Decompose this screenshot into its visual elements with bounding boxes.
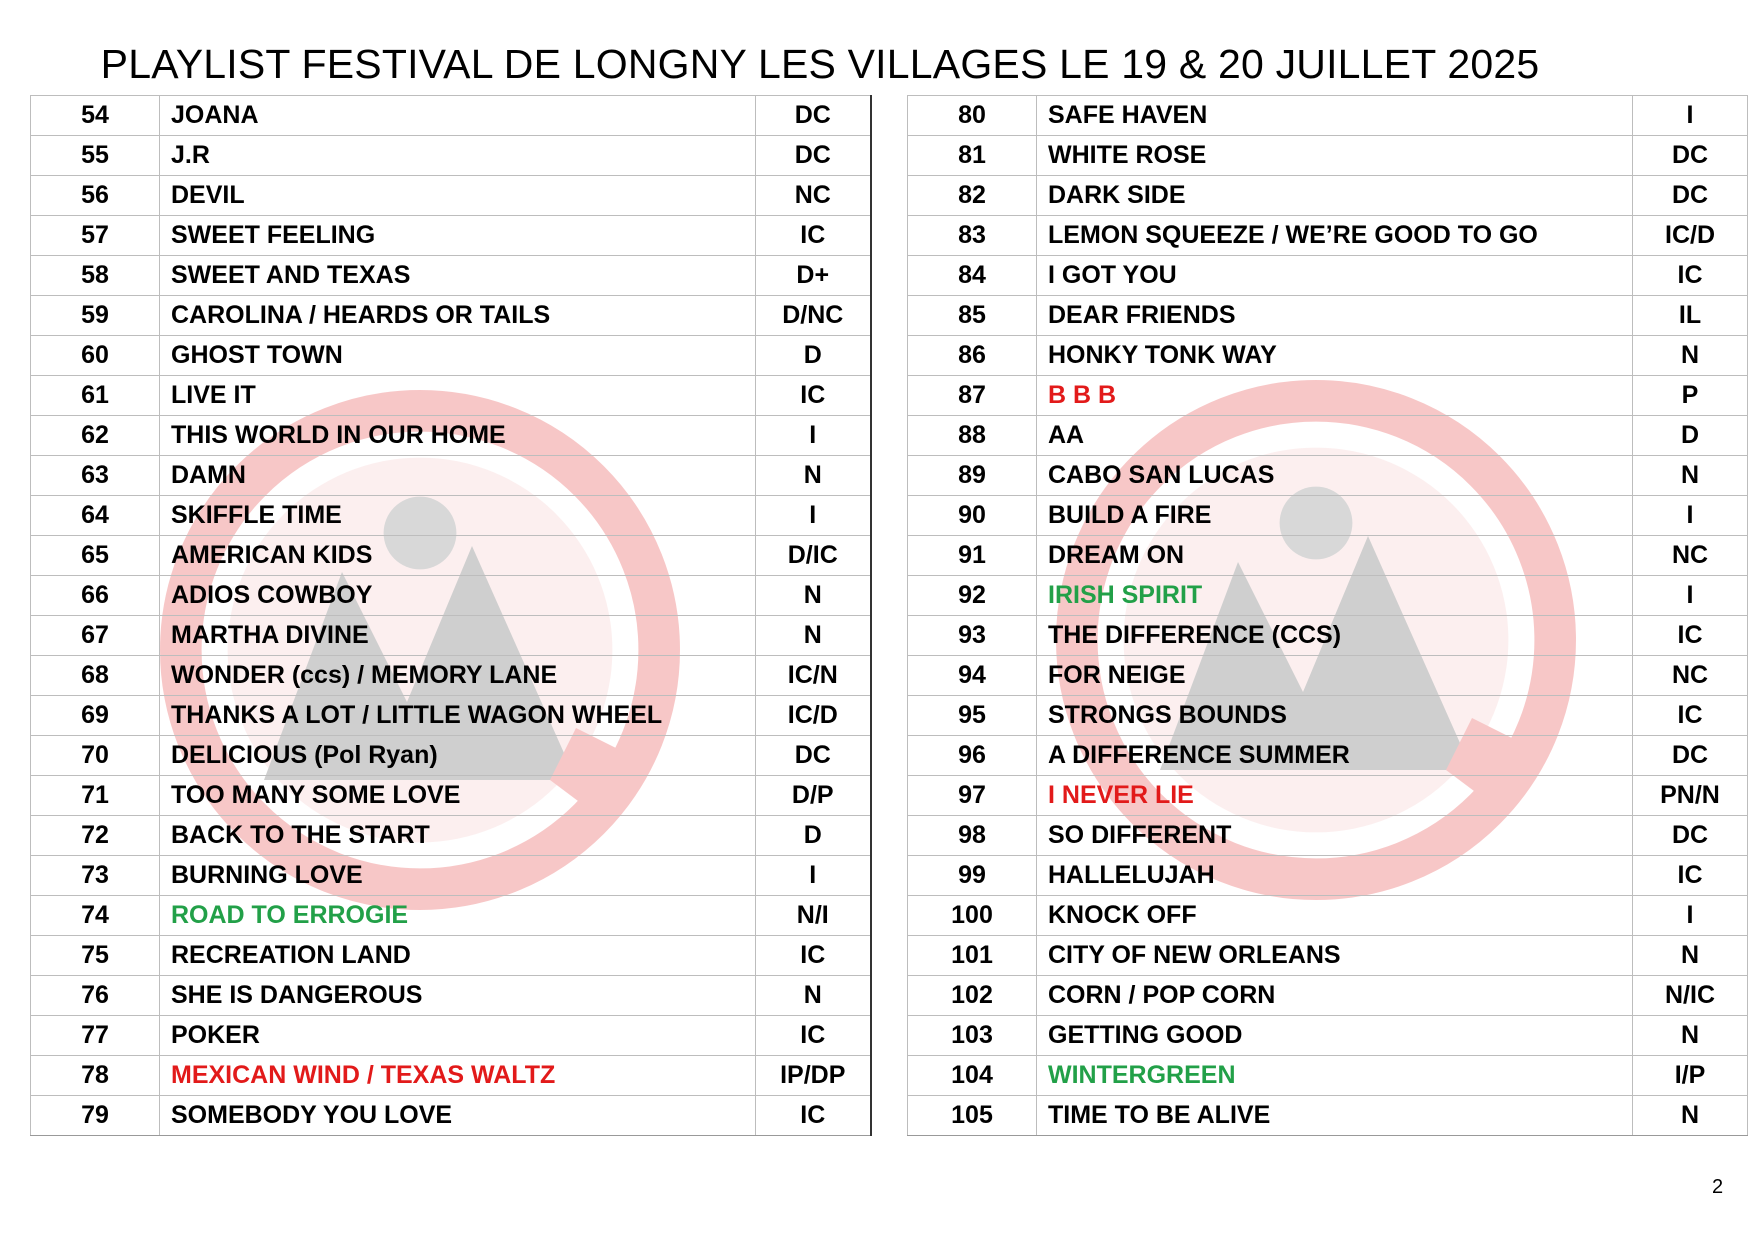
table-row [908,936,1748,976]
table-row [31,1096,871,1136]
dance-code: N [756,616,871,656]
song-number: 96 [908,736,1037,776]
song-number: 80 [908,96,1037,136]
song-number: 65 [31,536,160,576]
song-title: BACK TO THE START [160,816,756,856]
page-title: PLAYLIST FESTIVAL DE LONGNY LES VILLAGES LE 19 & 20 JUILLET 2025 [100,41,1540,88]
dance-code: IC [1633,856,1748,896]
song-number: 77 [31,1016,160,1056]
song-title: SWEET FEELING [160,216,756,256]
table-row [908,456,1748,496]
dance-code: DC [756,136,871,176]
dance-code: N [756,576,871,616]
dance-code: I [1633,896,1748,936]
dance-code: DC [756,96,871,136]
song-number: 55 [31,136,160,176]
page-number: 2 [1712,1176,1724,1198]
table-row [31,936,871,976]
table-row [31,176,871,216]
dance-code: I [1633,496,1748,536]
song-title: WONDER (ccs) / MEMORY LANE [160,656,756,696]
song-title: DREAM ON [1037,536,1633,576]
playlist-table-right [907,95,1748,1136]
table-row [908,416,1748,456]
dance-code: NC [1633,536,1748,576]
dance-code: N/IC [1633,976,1748,1016]
song-title: HALLELUJAH [1037,856,1633,896]
dance-code: PN/N [1633,776,1748,816]
table-row [908,216,1748,256]
table-row [908,896,1748,936]
song-title: DELICIOUS (Pol Ryan) [160,736,756,776]
dance-code: N/I [756,896,871,936]
song-title: CITY OF NEW ORLEANS [1037,936,1633,976]
table-row [31,696,871,736]
song-title: ADIOS COWBOY [160,576,756,616]
song-number: 68 [31,656,160,696]
song-number: 81 [908,136,1037,176]
table-row [908,496,1748,536]
song-number: 79 [31,1096,160,1136]
playlist-table-left [30,95,872,1136]
dance-code: D/NC [756,296,871,336]
table-row [31,376,871,416]
dance-code: N [1633,1096,1748,1136]
table-row [908,1016,1748,1056]
song-title: WINTERGREEN [1037,1056,1633,1096]
table-row [31,416,871,456]
song-number: 93 [908,616,1037,656]
dance-code: D/P [756,776,871,816]
song-number: 100 [908,896,1037,936]
dance-code: IC [756,1096,871,1136]
dance-code: N [756,456,871,496]
table-row [31,736,871,776]
dance-code: IC/N [756,656,871,696]
dance-code: IC/D [756,696,871,736]
song-number: 94 [908,656,1037,696]
song-title: SKIFFLE TIME [160,496,756,536]
dance-code: IC/D [1633,216,1748,256]
dance-code: DC [1633,176,1748,216]
song-number: 63 [31,456,160,496]
dance-code: D [756,816,871,856]
song-number: 103 [908,1016,1037,1056]
dance-code: DC [756,736,871,776]
dance-code: DC [1633,136,1748,176]
song-number: 66 [31,576,160,616]
table-row [908,96,1748,136]
song-number: 104 [908,1056,1037,1096]
song-title: SWEET AND TEXAS [160,256,756,296]
dance-code: IC [756,216,871,256]
song-title: I NEVER LIE [1037,776,1633,816]
song-title: FOR NEIGE [1037,656,1633,696]
song-number: 98 [908,816,1037,856]
table-row [31,496,871,536]
dance-code: P [1633,376,1748,416]
dance-code: N [1633,936,1748,976]
table-row [31,456,871,496]
table-row [908,776,1748,816]
song-title: DEAR FRIENDS [1037,296,1633,336]
song-title: CORN / POP CORN [1037,976,1633,1016]
dance-code: I [756,416,871,456]
song-number: 87 [908,376,1037,416]
song-number: 85 [908,296,1037,336]
song-number: 86 [908,336,1037,376]
song-title: DEVIL [160,176,756,216]
song-number: 101 [908,936,1037,976]
dance-code: IC [756,936,871,976]
song-number: 64 [31,496,160,536]
table-row [31,216,871,256]
dance-code: I [756,856,871,896]
table-row [908,696,1748,736]
song-title: AA [1037,416,1633,456]
song-number: 75 [31,936,160,976]
table-row [31,616,871,656]
table-row [31,896,871,936]
dance-code: N [1633,1016,1748,1056]
song-title: JOANA [160,96,756,136]
dance-code: IC [1633,696,1748,736]
table-row [908,816,1748,856]
table-row [908,656,1748,696]
table-row [908,256,1748,296]
song-title: MARTHA DIVINE [160,616,756,656]
song-title: CABO SAN LUCAS [1037,456,1633,496]
song-number: 83 [908,216,1037,256]
table-row [908,536,1748,576]
song-title: SAFE HAVEN [1037,96,1633,136]
dance-code: IC [1633,616,1748,656]
song-title: SO DIFFERENT [1037,816,1633,856]
song-number: 71 [31,776,160,816]
song-title: TOO MANY SOME LOVE [160,776,756,816]
dance-code: DC [1633,736,1748,776]
song-title: WHITE ROSE [1037,136,1633,176]
song-number: 74 [31,896,160,936]
dance-code: I/P [1633,1056,1748,1096]
dance-code: I [1633,96,1748,136]
song-title: BUILD A FIRE [1037,496,1633,536]
dance-code: IC [756,376,871,416]
table-row [31,656,871,696]
table-row [908,1096,1748,1136]
dance-code: NC [1633,656,1748,696]
table-row [908,136,1748,176]
table-row [31,96,871,136]
table-row [908,176,1748,216]
song-number: 97 [908,776,1037,816]
table-row [31,136,871,176]
song-title: LIVE IT [160,376,756,416]
table-row [31,1056,871,1096]
table-row [908,296,1748,336]
song-number: 102 [908,976,1037,1016]
song-number: 54 [31,96,160,136]
table-row [908,736,1748,776]
song-number: 69 [31,696,160,736]
song-title: CAROLINA / HEARDS OR TAILS [160,296,756,336]
song-title: KNOCK OFF [1037,896,1633,936]
table-row [908,1056,1748,1096]
table-row [908,376,1748,416]
dance-code: D [1633,416,1748,456]
song-title: MEXICAN WIND / TEXAS WALTZ [160,1056,756,1096]
table-row [31,536,871,576]
dance-code: N [1633,456,1748,496]
table-row [31,296,871,336]
song-title: TIME TO BE ALIVE [1037,1096,1633,1136]
song-title: POKER [160,1016,756,1056]
song-number: 56 [31,176,160,216]
song-number: 90 [908,496,1037,536]
table-row [908,336,1748,376]
table-row [31,336,871,376]
song-title: LEMON SQUEEZE / WE’RE GOOD TO GO [1037,216,1633,256]
table-row [31,1016,871,1056]
dance-code: DC [1633,816,1748,856]
dance-code: N [1633,336,1748,376]
dance-code: D/IC [756,536,871,576]
dance-code: NC [756,176,871,216]
song-title: J.R [160,136,756,176]
song-title: ROAD TO ERROGIE [160,896,756,936]
dance-code: D+ [756,256,871,296]
song-title: THE DIFFERENCE (CCS) [1037,616,1633,656]
table-row [31,856,871,896]
dance-code: IC [756,1016,871,1056]
song-number: 82 [908,176,1037,216]
song-title: AMERICAN KIDS [160,536,756,576]
song-number: 60 [31,336,160,376]
song-title: HONKY TONK WAY [1037,336,1633,376]
dance-code: N [756,976,871,1016]
song-number: 61 [31,376,160,416]
table-row [31,976,871,1016]
dance-code: IL [1633,296,1748,336]
song-title: DAMN [160,456,756,496]
table-row [31,256,871,296]
song-number: 59 [31,296,160,336]
song-number: 58 [31,256,160,296]
song-number: 62 [31,416,160,456]
table-row [908,976,1748,1016]
dance-code: I [756,496,871,536]
song-number: 92 [908,576,1037,616]
table-row [908,856,1748,896]
song-title: STRONGS BOUNDS [1037,696,1633,736]
song-number: 84 [908,256,1037,296]
song-title: THANKS A LOT / LITTLE WAGON WHEEL [160,696,756,736]
song-title: GHOST TOWN [160,336,756,376]
dance-code: D [756,336,871,376]
table-row [908,616,1748,656]
song-title: SHE IS DANGEROUS [160,976,756,1016]
song-number: 91 [908,536,1037,576]
dance-code: IC [1633,256,1748,296]
song-number: 78 [31,1056,160,1096]
song-title: SOMEBODY YOU LOVE [160,1096,756,1136]
table-row [31,816,871,856]
song-title: RECREATION LAND [160,936,756,976]
song-number: 73 [31,856,160,896]
song-title: A DIFFERENCE SUMMER [1037,736,1633,776]
dance-code: IP/DP [756,1056,871,1096]
song-title: BURNING LOVE [160,856,756,896]
song-title: GETTING GOOD [1037,1016,1633,1056]
song-title: IRISH SPIRIT [1037,576,1633,616]
table-row [31,576,871,616]
song-number: 57 [31,216,160,256]
dance-code: I [1633,576,1748,616]
song-title: I GOT YOU [1037,256,1633,296]
song-title: B B B [1037,376,1633,416]
song-number: 76 [31,976,160,1016]
song-number: 67 [31,616,160,656]
table-row [31,776,871,816]
song-number: 99 [908,856,1037,896]
song-title: THIS WORLD IN OUR HOME [160,416,756,456]
song-number: 95 [908,696,1037,736]
song-number: 72 [31,816,160,856]
song-number: 88 [908,416,1037,456]
song-number: 70 [31,736,160,776]
song-title: DARK SIDE [1037,176,1633,216]
table-row [908,576,1748,616]
song-number: 89 [908,456,1037,496]
song-number: 105 [908,1096,1037,1136]
